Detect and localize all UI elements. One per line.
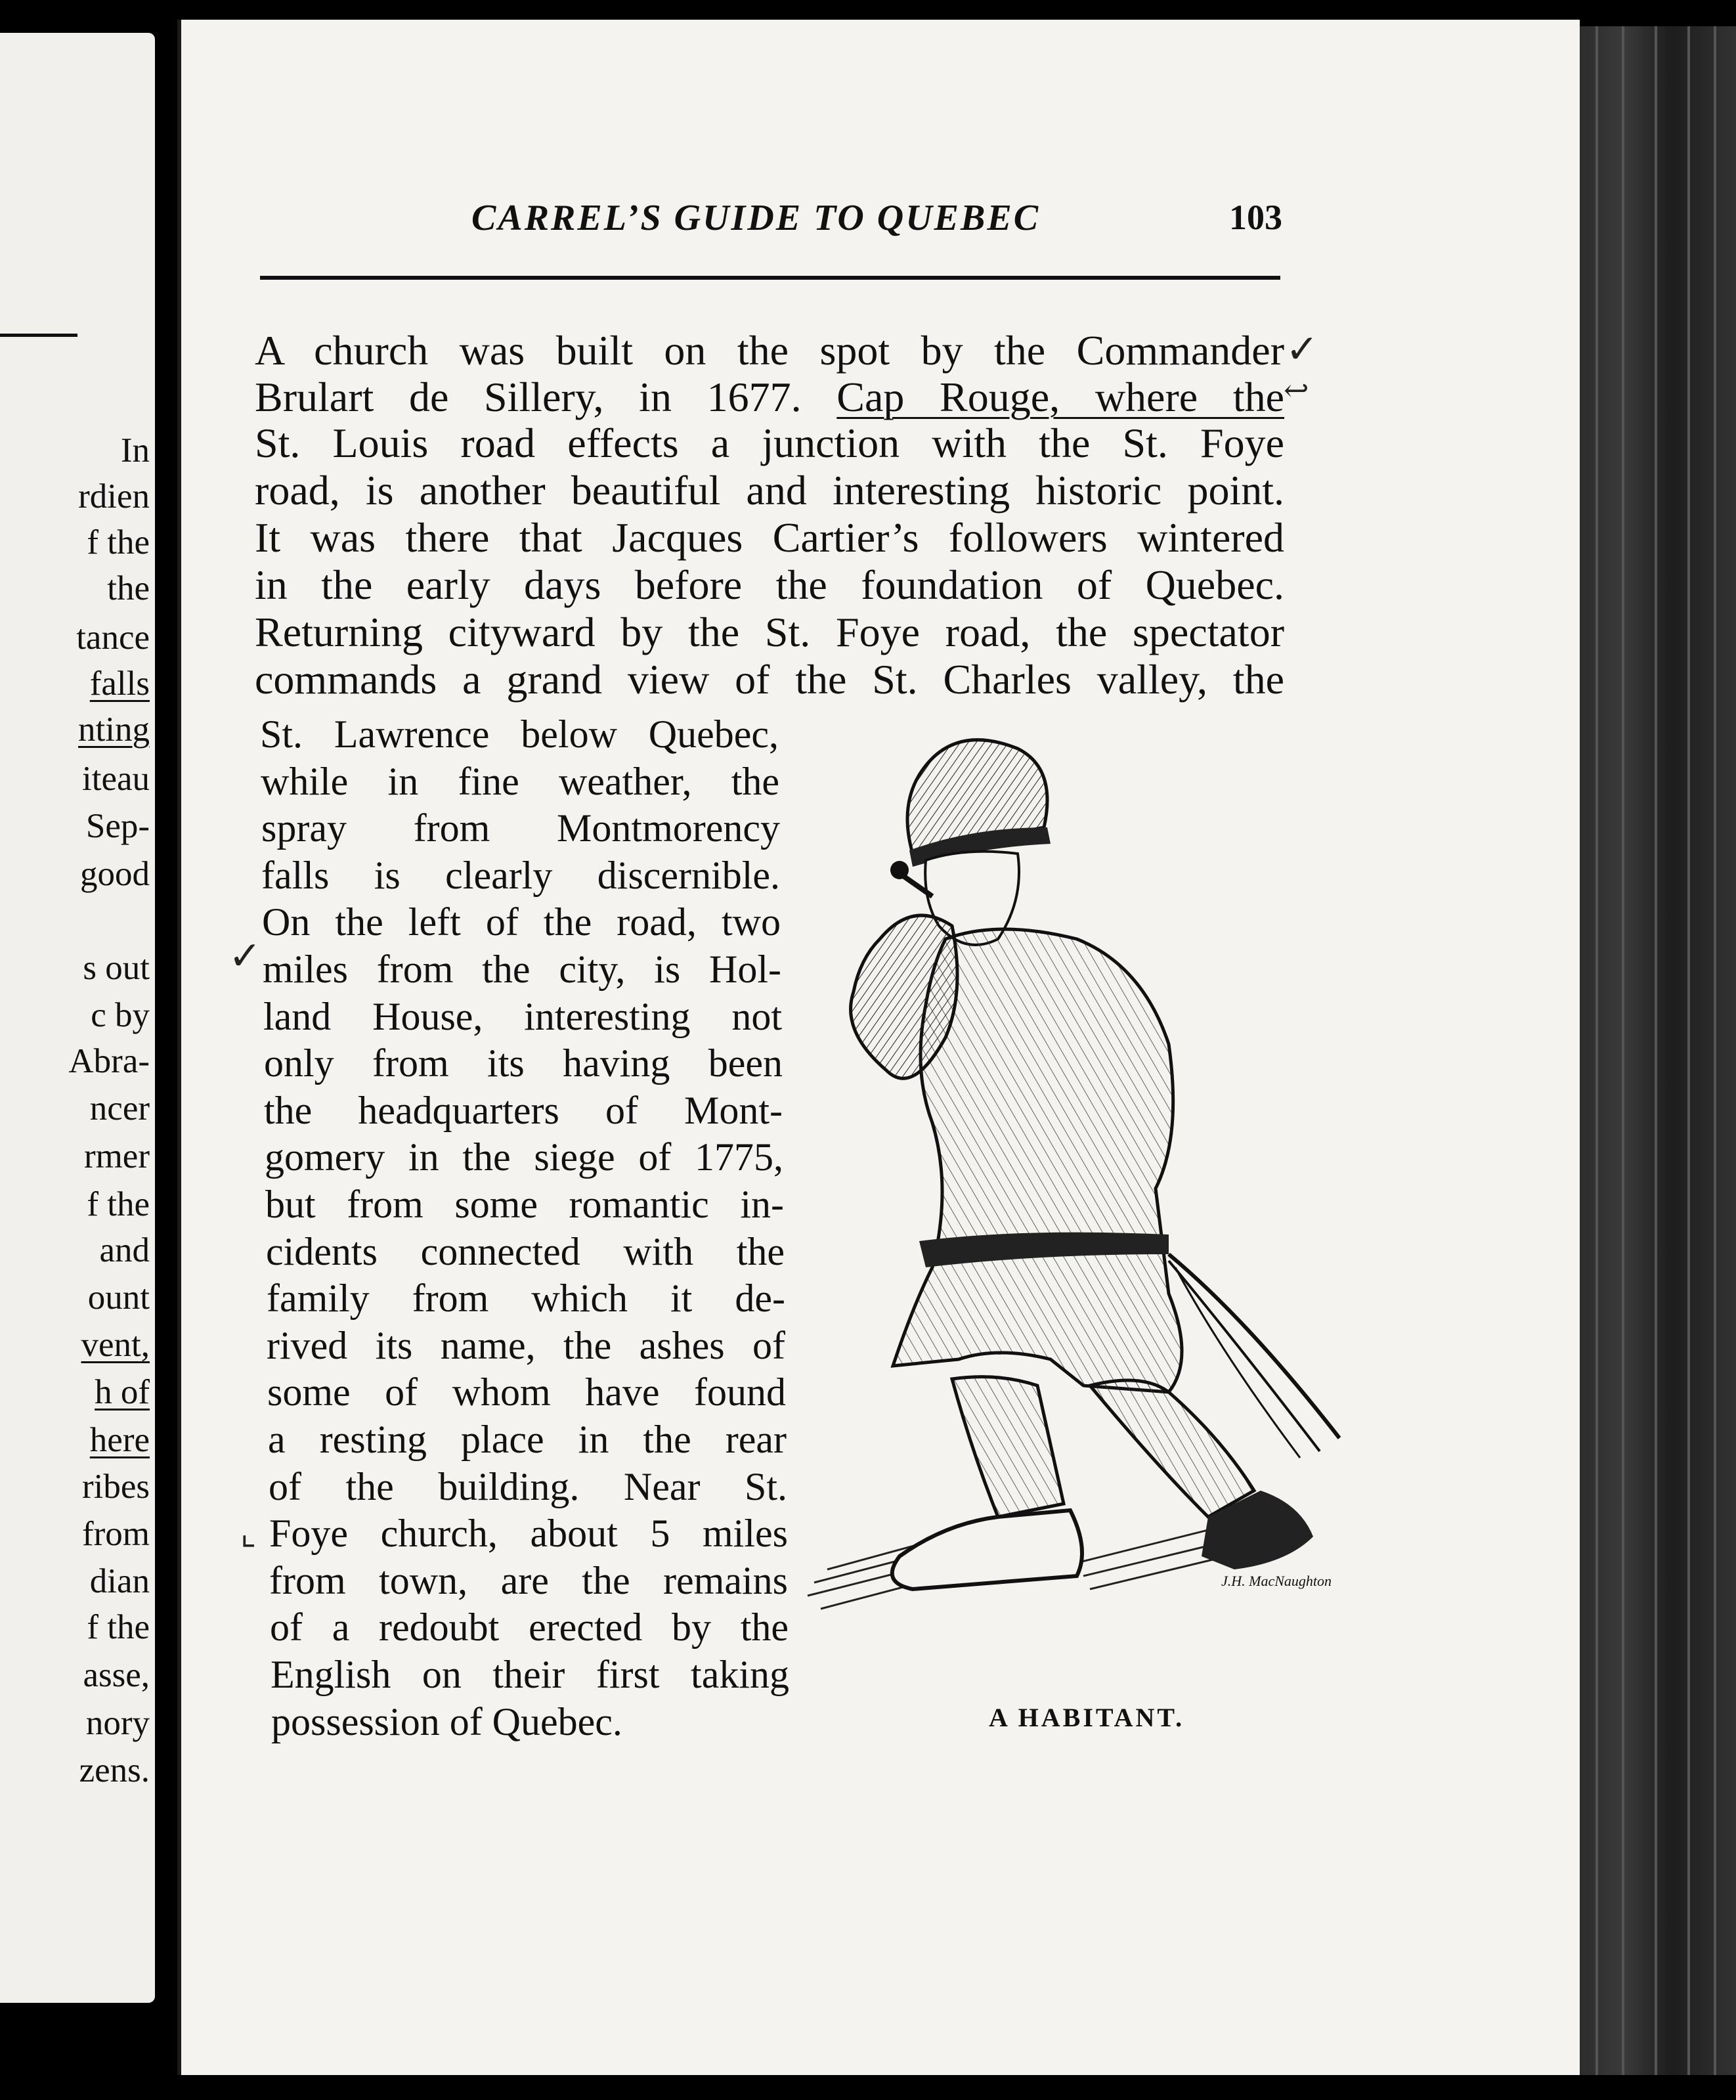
body-text-line: of a redoubt erected by the: [270, 1606, 789, 1650]
facing-page-text-line: c by: [91, 996, 150, 1034]
margin-check-mark-1: ✓: [1286, 328, 1319, 371]
body-text-line: in the early days before the foundation of Quebec.: [255, 561, 1284, 608]
facing-page-text-line: vent,: [81, 1326, 150, 1364]
facing-page-text-line: from: [81, 1515, 150, 1553]
page-number: 103: [1229, 198, 1282, 237]
body-text-line: falls is clearly discernible.: [261, 853, 780, 897]
facing-page-text-line: tance: [76, 619, 150, 657]
body-text-line: only from its having been: [264, 1041, 783, 1085]
body-text-line: the headquarters of Mont-: [264, 1088, 783, 1132]
body-text-line: commands a grand view of the St. Charles valley, the: [255, 656, 1284, 703]
running-title: CARREL’S GUIDE TO QUEBEC: [471, 198, 1041, 238]
facing-page-text-line: the: [107, 569, 150, 607]
margin-bracket-mark: ⌞: [240, 1515, 257, 1552]
facing-page-text-line: Abra-: [68, 1042, 150, 1080]
body-text-line: miles from the city, is Hol-: [263, 948, 781, 991]
body-text-line: a resting place in the rear: [268, 1418, 787, 1461]
body-text-line: St. Lawrence below Quebec,: [260, 712, 779, 756]
facing-page-text-line: falls: [89, 665, 150, 703]
body-text-line: A church was built on the spot by the Commander: [255, 327, 1284, 374]
facing-page-text-line: h of: [95, 1373, 150, 1411]
facing-page-rule: [0, 334, 77, 337]
margin-check-mark-2: ✓: [228, 934, 262, 978]
body-text-line: while in fine weather, the: [261, 759, 779, 803]
facing-page-text-line: Sep-: [85, 807, 150, 845]
facing-page-text-line: f the: [87, 523, 150, 561]
facing-page-text-line: zens.: [79, 1751, 150, 1789]
facing-page-text-line: nting: [78, 711, 150, 749]
body-text-segment: Brulart de Sillery, in 1677.: [255, 374, 802, 420]
facing-page-text-line: ncer: [89, 1089, 150, 1127]
facing-page-text-line: s out: [83, 949, 150, 987]
facing-page-text-line: iteau: [82, 760, 150, 798]
body-text-line: English on their first taking: [271, 1653, 789, 1696]
illustration-signature: J.H. MacNaughton: [1221, 1573, 1332, 1589]
facing-page-text-line: good: [80, 855, 150, 893]
body-text-line: spray from Montmorency: [261, 806, 780, 850]
facing-page-text-line: ount: [87, 1279, 150, 1317]
header-rule: [260, 276, 1280, 280]
body-text-line: rived its name, the ashes of: [267, 1323, 785, 1367]
body-text-line: land House, interesting not: [263, 994, 782, 1038]
body-text-line: some of whom have found: [267, 1370, 786, 1414]
facing-page: [0, 33, 155, 2003]
body-text-line: [255, 376, 1284, 418]
body-text-line: possession of Quebec.: [271, 1699, 622, 1743]
body-text-line: family from which it de-: [267, 1277, 785, 1321]
facing-page-text-line: asse,: [83, 1656, 150, 1694]
body-text-line: On the left of the road, two: [262, 900, 781, 944]
body-text-line: road, is another beautiful and interesting historic point.: [255, 467, 1284, 514]
body-text-line: of the building. Near St.: [269, 1464, 787, 1508]
facing-page-text-line: here: [89, 1421, 150, 1459]
body-text-line: gomery in the siege of 1775,: [265, 1135, 783, 1179]
facing-page-text-line: rdien: [78, 477, 150, 515]
book-page-edges: [1576, 26, 1736, 2075]
figure-caption: A HABITANT.: [989, 1703, 1185, 1732]
body-text-line: Foye church, about 5 miles: [269, 1512, 788, 1556]
underlined-phrase: Cap Rouge, where the: [836, 374, 1285, 420]
facing-page-text-line: f the: [87, 1185, 150, 1223]
facing-page-text-line: f the: [87, 1608, 150, 1646]
margin-dash-mark: ↩: [1284, 374, 1309, 407]
habitant-illustration: [801, 729, 1431, 1688]
body-text-line: but from some romantic in-: [265, 1183, 784, 1226]
facing-page-text-line: and: [99, 1231, 150, 1269]
boot-icon: [892, 1510, 1082, 1589]
body-text-line: Returning cityward by the St. Foye road, the spectator: [255, 609, 1284, 655]
facing-page-text-line: ribes: [81, 1468, 150, 1506]
facing-page-text-line: In: [120, 431, 150, 470]
facing-page-text-line: nory: [85, 1704, 150, 1742]
facing-page-text-line: dian: [89, 1562, 150, 1600]
body-text-line: from town, are the remains: [269, 1558, 788, 1602]
body-text-line: It was there that Jacques Cartier’s followers wintered: [255, 514, 1284, 561]
body-text-line: cidents connected with the: [266, 1229, 785, 1273]
body-text-line: St. Louis road effects a junction with the St. Foye: [255, 420, 1284, 466]
facing-page-text-line: rmer: [83, 1137, 150, 1175]
